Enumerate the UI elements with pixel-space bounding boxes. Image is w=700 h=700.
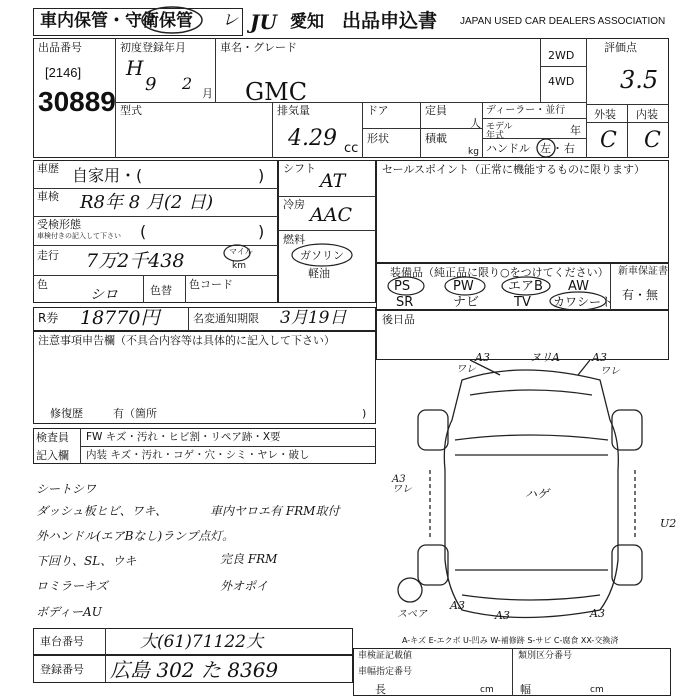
memo-line-1: シートシワ: [36, 482, 97, 496]
ac-label: 冷房: [283, 198, 305, 211]
month-unit: 月: [202, 87, 213, 100]
diagram-label-a3-top-left: A3: [475, 351, 490, 364]
load-label: 積載: [425, 132, 447, 145]
notice-value: 3月19日: [280, 308, 347, 328]
receipt-open: (: [140, 222, 147, 241]
diagram-label-a3-bottom-right: A3: [590, 607, 605, 620]
mileage-label: 走行: [37, 249, 59, 262]
fuel-label: 燃料: [283, 233, 305, 246]
warranty-options: 有・無: [622, 288, 659, 302]
lot-small: [2146]: [45, 65, 82, 80]
notice-label: 名変通知期限: [193, 312, 259, 325]
fuel-gasoline: ガソリン: [300, 249, 344, 262]
car-name: GMC: [245, 78, 308, 106]
equipment-sr: SR: [396, 295, 414, 310]
drive-2wd: 2WD: [548, 49, 575, 62]
lot-number-label: 出品番号: [38, 41, 82, 54]
equipment-label: 装備品（純正品に限り○をつけてください）: [390, 266, 609, 279]
equipment-tv: TV: [514, 295, 531, 310]
dealer-label: ディーラー・並行: [486, 105, 566, 116]
width-label: 幅: [520, 683, 531, 696]
cc-unit: cc: [344, 141, 359, 156]
year-value: 9: [145, 74, 157, 95]
color-code-label: 色コード: [189, 278, 233, 291]
entry-label: 記入欄: [36, 449, 69, 462]
color-no-label: 色替: [150, 284, 172, 297]
handle-right: 右: [564, 142, 575, 155]
inspector-label: 検査員: [36, 431, 69, 444]
memo-line-4: 下回り、SL、ウキ: [36, 554, 137, 568]
year-unit: 年: [570, 124, 581, 137]
era-value: H: [126, 56, 144, 80]
history-label: 車歴: [37, 162, 59, 175]
cm-2: cm: [590, 685, 604, 695]
memo-line-5: ロミラーキズ: [36, 579, 108, 593]
inspector-fw-row: FW キズ・汚れ・ヒビ割・リペア跡・X要: [86, 431, 281, 443]
inspection-label: 車検: [37, 190, 59, 203]
handle-left: 左: [540, 142, 551, 155]
displacement-label: 排気量: [277, 104, 310, 117]
diagram-label-a3-bottom-mid: A3: [495, 609, 510, 622]
length-unit-label: 車幅指定番号: [358, 667, 413, 677]
diagram-label-crack-left: ワレ: [456, 364, 476, 375]
rating-label: 評価点: [604, 41, 637, 54]
equipment-navi: ナビ: [453, 295, 480, 310]
color-label: 色: [37, 278, 48, 291]
displacement-value: 4.29: [288, 126, 337, 151]
repair-value: 有（箇所: [113, 407, 157, 420]
color-value: シロ: [90, 287, 118, 303]
cm-1: cm: [480, 685, 494, 695]
interior-label: 内装: [636, 108, 658, 121]
reg-value: 広島 302 た 8369: [110, 658, 279, 682]
diagram-legend: A-キズ E-エクボ U-凹み W-補修跡 S-サビ C-腐食 XX-交換済: [402, 636, 619, 645]
memo-line-2: ダッシュ板ヒビ、ワキ、: [36, 504, 168, 518]
rating-value: 3.5: [620, 66, 659, 94]
diagram-label-a3-side: A3 ワレ: [392, 474, 412, 495]
kg-unit: kg: [468, 147, 479, 157]
drive-4wd: 4WD: [548, 75, 575, 88]
mileage-unit-bottom: km: [232, 261, 246, 271]
frame-value: 大(61)71122大: [140, 632, 263, 652]
equipment-aw: AW: [568, 279, 590, 294]
receipt-note: 車検付きの記入して下さい: [37, 232, 121, 240]
memo-line-7: 車内ヤロエ有 FRM取付: [210, 504, 340, 518]
later-label: 後日品: [382, 313, 415, 326]
storage-label: 車内保管・守衛保管: [40, 11, 193, 31]
name-grade-label: 車名・グレード: [220, 41, 297, 54]
memo-line-6: ボディーAU: [36, 605, 102, 619]
receipt-close: ): [258, 222, 265, 241]
equipment-ps: PS: [394, 279, 411, 294]
mileage-unit-top: マイル: [229, 247, 253, 256]
receipt-label: 受検形態: [37, 218, 81, 231]
recycle-value: 18770円: [80, 307, 160, 329]
form-title: 出品申込書: [342, 10, 438, 32]
warranty-label: 新車保証書: [618, 266, 668, 277]
memo-line-8: 完良 FRM: [220, 552, 278, 566]
first-reg-label: 初度登録年月: [120, 41, 186, 54]
repair-close: ): [362, 407, 367, 420]
repair-label: 修復歴: [50, 407, 83, 420]
brand-name: 愛知: [290, 12, 324, 32]
exterior-label: 外装: [594, 108, 616, 121]
handle-label: ハンドル: [486, 142, 530, 155]
diagram-label-hage: ハゲ: [525, 487, 550, 501]
class-label: 類別区分番号: [518, 651, 573, 661]
diagram-label-a3-bottom-left: A3: [450, 599, 465, 612]
person-unit: 人: [470, 117, 481, 130]
length-label: 長: [375, 683, 386, 696]
inspector-interior-row: 内装 キズ・汚れ・コゲ・穴・シミ・ヤレ・破し: [86, 449, 310, 461]
shape-label: 形状: [367, 132, 389, 145]
recycle-label: R券: [38, 311, 59, 325]
diagram-label-crack-right: ワレ: [600, 366, 620, 377]
model-label: 型式: [120, 104, 142, 117]
equipment-leather-seat: カワシート: [553, 295, 614, 309]
frame-label: 車台番号: [40, 635, 84, 648]
brand-logo: JU: [250, 10, 277, 34]
interior-grade: C: [644, 128, 661, 153]
equipment-airbag: エアB: [508, 279, 543, 294]
model-year-label: モデル年式: [486, 122, 513, 141]
diagram-label-nuri-a: ヌリA: [530, 351, 560, 364]
sales-point-label: セールスポイント（正常に機能するものに限ります）: [382, 163, 646, 176]
history-close: ): [258, 166, 265, 185]
fuel-diesel: 軽油: [308, 267, 330, 280]
inspection-value: R8年 8 月(2 日): [80, 192, 214, 213]
shift-label: シフト: [283, 162, 316, 175]
memo-line-9: 外オポイ: [220, 579, 269, 593]
ac-value: AAC: [310, 204, 352, 226]
storage-check-mark: レ: [222, 10, 239, 29]
association-name: JAPAN USED CAR DEALERS ASSOCIATION: [460, 16, 666, 27]
reg-label: 登録番号: [40, 663, 84, 676]
handle-sep: ・: [552, 142, 563, 155]
shift-value: AT: [320, 170, 346, 192]
mileage-value: 7万2千438: [86, 250, 185, 272]
equipment-pw: PW: [453, 279, 474, 294]
exterior-grade: C: [600, 128, 617, 153]
door-label: ドア: [367, 104, 389, 117]
notes-label: 注意事項申告欄（不具合内容等は具体的に記入して下さい）: [38, 334, 335, 347]
diagram-label-spare: スペア: [397, 609, 427, 620]
memo-line-3: 外ハンドル(エアBなし)ランプ点灯。: [36, 529, 235, 543]
lot-number: 30889: [38, 86, 116, 117]
cert-label: 車検証記載値: [358, 651, 413, 661]
history-value: 自家用・(: [72, 166, 143, 185]
month-value: 2: [182, 74, 193, 93]
diagram-label-u2: U2: [660, 517, 677, 530]
diagram-label-a3-top-right: A3: [592, 351, 607, 364]
capacity-label: 定員: [425, 104, 447, 117]
